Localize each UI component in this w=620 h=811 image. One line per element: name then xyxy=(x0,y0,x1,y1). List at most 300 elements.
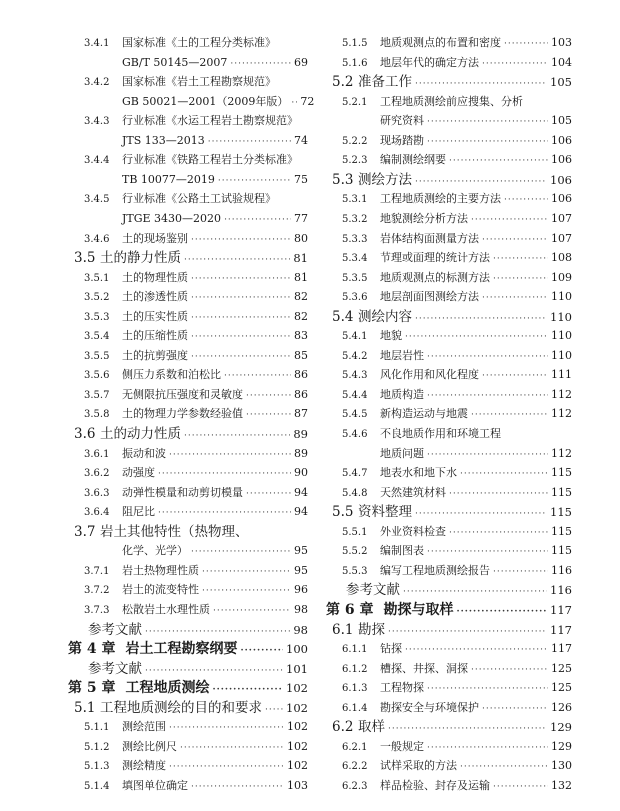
toc-entry-title: 工程地质测绘的目的和要求 xyxy=(100,699,262,716)
toc-entry-page: 89 xyxy=(293,427,308,441)
toc-entry[interactable] xyxy=(84,581,308,599)
toc-entry-title: TB 10077—2019 xyxy=(122,172,215,186)
toc-entry[interactable] xyxy=(342,288,572,306)
toc-entry-number: 5.4.2 xyxy=(342,350,368,362)
toc-leader-dots xyxy=(241,642,284,660)
toc-entry[interactable] xyxy=(342,249,572,267)
toc-leader-dots xyxy=(202,563,291,581)
toc-entry-page: 101 xyxy=(286,661,308,676)
toc-leader-dots xyxy=(415,75,547,93)
toc-leader-dots xyxy=(169,758,284,776)
toc-entry-number: 6.2 xyxy=(332,719,354,736)
toc-entry[interactable] xyxy=(342,757,572,775)
toc-leader-dots xyxy=(482,700,548,718)
toc-entry[interactable] xyxy=(332,621,572,639)
toc-entry-title: 风化作用和风化程度 xyxy=(380,368,479,382)
toc-entry-title: 工程物探 xyxy=(380,681,424,695)
toc-entry-number: 5.3.1 xyxy=(342,194,368,206)
toc-entry[interactable] xyxy=(122,542,308,560)
toc-entry-page: 95 xyxy=(294,544,308,558)
toc-entry[interactable] xyxy=(342,640,572,658)
toc-entry-page: 111 xyxy=(551,368,572,382)
toc-entry-number: 3.5.4 xyxy=(84,331,110,343)
toc-entry-title: 钻探 xyxy=(380,642,402,656)
toc-entry-title: 槽探、井探、洞探 xyxy=(380,661,468,675)
toc-leader-dots xyxy=(449,485,548,503)
toc-entry[interactable] xyxy=(342,132,572,150)
toc-entry-number: 6.1.1 xyxy=(342,644,368,656)
toc-entry-title: 一般规定 xyxy=(380,739,424,753)
toc-leader-dots xyxy=(471,661,548,679)
toc-entry[interactable] xyxy=(84,464,308,482)
toc-entry[interactable] xyxy=(326,601,572,619)
toc-leader-dots xyxy=(504,191,548,209)
toc-leader-dots xyxy=(184,251,290,269)
toc-leader-dots xyxy=(191,543,291,561)
toc-entry[interactable] xyxy=(342,660,572,678)
toc-entry[interactable] xyxy=(332,73,572,91)
toc-entry-page: 80 xyxy=(294,231,308,245)
toc-entry-title: 土的渗透性质 xyxy=(122,290,188,304)
toc-entry[interactable] xyxy=(342,190,572,208)
toc-entry-title: 现场踏勘 xyxy=(380,133,424,147)
toc-entry[interactable] xyxy=(342,230,572,248)
toc-leader-dots xyxy=(388,720,547,738)
toc-entry[interactable] xyxy=(74,249,308,267)
toc-entry[interactable] xyxy=(84,738,308,756)
toc-entry-title: 测绘比例尺 xyxy=(122,739,177,753)
toc-leader-dots xyxy=(471,211,548,229)
toc-entry-page: 105 xyxy=(550,75,572,90)
toc-entry-number: 3.4.6 xyxy=(84,233,110,245)
toc-entry[interactable] xyxy=(84,445,308,463)
toc-entry-title: GB 50021—2001（2009年版） xyxy=(122,94,289,108)
toc-entry-page: 85 xyxy=(294,348,308,362)
toc-entry-number: 5.2.2 xyxy=(342,135,368,147)
toc-entry-title: 侧压力系数和泊松比 xyxy=(122,368,221,382)
toc-entry-number: 5.3.3 xyxy=(342,233,368,245)
toc-entry-title: 样品检验、封存及运输 xyxy=(380,778,490,792)
toc-entry-title: 地貌测绘分析方法 xyxy=(380,211,468,225)
toc-entry-number: 3.5.2 xyxy=(84,292,110,304)
toc-entry-page: 100 xyxy=(286,642,308,657)
toc-entry-title: 新构造运动与地震 xyxy=(380,407,468,421)
toc-entry[interactable] xyxy=(84,562,308,580)
toc-entry[interactable] xyxy=(342,151,572,169)
toc-leader-dots xyxy=(493,250,548,268)
toc-entry-number: 3.5.3 xyxy=(84,311,110,323)
toc-entry-page: 110 xyxy=(551,329,572,343)
toc-entry-page: 87 xyxy=(294,407,308,421)
toc-entry[interactable] xyxy=(84,230,308,248)
toc-entry-number: 3.4.5 xyxy=(84,194,110,206)
toc-entry-title: 地层剖面图测绘方法 xyxy=(380,290,479,304)
toc-leader-dots xyxy=(427,133,548,151)
toc-leader-dots xyxy=(504,35,548,53)
toc-entry-number: 3.6.4 xyxy=(84,507,110,519)
toc-entry[interactable] xyxy=(84,347,308,365)
toc-entry[interactable] xyxy=(342,777,572,795)
toc-entry-title: 准备工作 xyxy=(358,74,412,91)
toc-leader-dots xyxy=(427,113,548,131)
toc-entry-title: 天然建筑材料 xyxy=(380,485,446,499)
toc-entry-title: 填图单位确定 xyxy=(122,778,188,792)
toc-entry-page: 81 xyxy=(294,270,308,284)
toc-entry-number: 5.4.6 xyxy=(342,429,368,440)
toc-leader-dots xyxy=(145,623,290,641)
toc-entry-number: 3.5.1 xyxy=(84,272,110,284)
toc-entry-number: 5.1.2 xyxy=(84,741,110,753)
toc-leader-dots xyxy=(184,427,290,445)
toc-entry[interactable] xyxy=(342,54,572,72)
toc-entry-page: 115 xyxy=(551,466,572,480)
toc-entry[interactable] xyxy=(346,581,572,599)
toc-leader-dots xyxy=(482,367,548,385)
toc-entry[interactable] xyxy=(84,484,308,502)
toc-entry-title: 工程地质测绘前应搜集、分析 xyxy=(380,94,523,108)
toc-entry[interactable] xyxy=(84,190,308,208)
toc-entry[interactable] xyxy=(342,386,572,404)
toc-entry-title: 地层岩性 xyxy=(380,348,424,362)
toc-leader-dots xyxy=(180,739,284,757)
toc-entry-number: 3.4.4 xyxy=(84,155,110,167)
toc-entry[interactable] xyxy=(84,73,308,91)
toc-entry-title: 地质观测点的标测方法 xyxy=(380,270,490,284)
toc-entry-page: 129 xyxy=(550,720,572,735)
toc-entry-title: 岩土其他特性（热物理、 xyxy=(100,523,249,540)
toc-entry-number: 5.5.2 xyxy=(342,546,368,558)
toc-entry[interactable] xyxy=(342,34,572,52)
toc-entry-number: 3.4.2 xyxy=(84,77,110,89)
toc-entry[interactable] xyxy=(84,503,308,521)
toc-entry-page: 72 xyxy=(300,94,315,108)
toc-entry[interactable] xyxy=(84,288,308,306)
toc-entry-number: 5.3.5 xyxy=(342,272,368,284)
toc-entry-page: 125 xyxy=(551,681,572,695)
toc-entry-title: 编制图表 xyxy=(380,544,424,558)
toc-entry-number: 5.1.3 xyxy=(84,761,110,773)
toc-leader-dots xyxy=(191,270,291,288)
toc-entry-title: 阻尼比 xyxy=(122,505,155,519)
toc-entry-number: 5.4.8 xyxy=(342,487,368,499)
toc-leader-dots xyxy=(415,310,547,328)
toc-entry-title: 研究资料 xyxy=(380,114,424,128)
toc-entry-number: 3.7.1 xyxy=(84,565,110,577)
toc-entry[interactable] xyxy=(380,112,572,130)
toc-entry-number: 6.2.2 xyxy=(342,761,368,773)
toc-entry-title: 试样采取的方法 xyxy=(380,759,457,773)
toc-entry-number: 5.4.1 xyxy=(342,331,368,343)
toc-entry-title: 工程地质测绘 xyxy=(125,680,210,697)
toc-entry[interactable] xyxy=(342,93,572,111)
toc-entry[interactable] xyxy=(84,269,308,287)
toc-entry-page: 98 xyxy=(293,622,308,637)
toc-entry-number: 3.4.3 xyxy=(84,116,110,128)
toc-leader-dots xyxy=(213,602,291,620)
toc-leader-dots xyxy=(230,55,291,73)
toc-leader-dots xyxy=(191,778,284,796)
toc-entry-number: 5.4.7 xyxy=(342,468,368,480)
toc-entry[interactable] xyxy=(342,210,572,228)
toc-leader-dots xyxy=(158,504,291,522)
toc-entry[interactable] xyxy=(74,699,308,717)
toc-entry-page: 115 xyxy=(551,485,572,499)
toc-entry-page: 117 xyxy=(550,622,572,637)
toc-entry-title: JTGE 3430—2020 xyxy=(122,211,222,225)
toc-entry-page: 102 xyxy=(286,681,308,696)
toc-entry-page: 74 xyxy=(294,133,308,147)
toc-entry-number: 3.6.1 xyxy=(84,448,110,460)
toc-entry-title: 不良地质作用和环境工程 xyxy=(380,427,501,440)
toc-leader-dots xyxy=(449,524,548,542)
toc-entry-page: 108 xyxy=(551,251,572,265)
toc-entry-title: 取样 xyxy=(358,719,385,736)
toc-leader-dots xyxy=(246,387,291,405)
toc-entry-page: 117 xyxy=(550,602,572,617)
toc-entry-page: 129 xyxy=(551,739,572,753)
toc-entry[interactable] xyxy=(84,327,308,345)
toc-entry-number: 第 5 章 xyxy=(68,680,116,697)
toc-entry-page: 94 xyxy=(294,485,308,499)
toc-leader-dots xyxy=(202,582,291,600)
toc-entry-number: 5.4.3 xyxy=(342,370,368,382)
toc-entry-number: 第 4 章 xyxy=(68,641,116,658)
toc-entry-number: 5.1.5 xyxy=(342,38,368,49)
toc-entry-title: 国家标准《岩土工程勘察规范》 xyxy=(122,75,276,89)
toc-leader-dots xyxy=(246,406,291,424)
toc-entry-number: 3.5.8 xyxy=(84,409,110,421)
toc-entry[interactable] xyxy=(332,308,572,326)
toc-entry-number: 5.2.1 xyxy=(342,96,368,108)
toc-leader-dots xyxy=(158,465,291,483)
toc-entry-page: 115 xyxy=(551,544,572,558)
toc-entry[interactable] xyxy=(68,640,308,658)
toc-entry-page: 110 xyxy=(550,309,572,324)
toc-leader-dots xyxy=(415,173,547,191)
toc-leader-dots xyxy=(482,289,548,307)
toc-entry-title: 工程地质测绘的主要方法 xyxy=(380,192,501,206)
toc-entry[interactable] xyxy=(342,405,572,423)
toc-leader-dots xyxy=(191,348,291,366)
toc-entry[interactable] xyxy=(84,757,308,775)
toc-entry-page: 69 xyxy=(294,55,308,69)
toc-entry-number: 5.4.5 xyxy=(342,409,368,421)
toc-entry[interactable] xyxy=(122,171,308,189)
toc-entry-page: 106 xyxy=(551,153,572,167)
toc-entry[interactable] xyxy=(342,523,572,541)
toc-entry-number: 3.6 xyxy=(74,426,96,442)
toc-entry-page: 82 xyxy=(294,290,308,304)
toc-entry-page: 103 xyxy=(287,778,308,792)
toc-leader-dots xyxy=(493,563,548,581)
toc-entry-title: 土的物理力学参数经验值 xyxy=(122,407,243,421)
toc-entry-page: 106 xyxy=(551,192,572,206)
toc-entry-number: 5.3 xyxy=(332,171,354,188)
toc-entry[interactable] xyxy=(332,718,572,736)
toc-entry-number: 6.1.4 xyxy=(342,702,368,714)
toc-leader-dots xyxy=(169,719,284,737)
toc-entry-page: 107 xyxy=(551,231,572,245)
toc-entry-page: 130 xyxy=(551,759,572,773)
toc-leader-dots xyxy=(405,328,548,346)
toc-entry-title: 地貌 xyxy=(380,329,402,343)
toc-entry-number: 6.2.3 xyxy=(342,780,368,792)
toc-entry[interactable] xyxy=(380,445,572,463)
toc-entry[interactable] xyxy=(84,601,308,619)
toc-entry-title: 岩土工程勘察纲要 xyxy=(125,641,238,658)
toc-entry-page: 116 xyxy=(551,563,572,577)
toc-entry-page: 82 xyxy=(294,309,308,323)
toc-entry-number: 6.1.2 xyxy=(342,663,368,675)
toc-entry[interactable] xyxy=(342,542,572,560)
toc-leader-dots xyxy=(460,465,548,483)
toc-leader-dots xyxy=(191,309,291,327)
toc-entry-title: 测绘方法 xyxy=(358,171,412,188)
toc-leader-dots xyxy=(427,680,548,698)
toc-entry-number: 6.1.3 xyxy=(342,683,368,695)
toc-leader-dots xyxy=(169,446,291,464)
toc-leader-dots xyxy=(427,446,548,464)
toc-entry-page: 109 xyxy=(551,270,572,284)
toc-entry-number: 3.5.5 xyxy=(84,350,110,362)
toc-leader-dots xyxy=(405,641,548,659)
toc-entry[interactable] xyxy=(74,425,308,443)
toc-entry-title: 土的物理性质 xyxy=(122,270,188,284)
toc-entry-page: 112 xyxy=(551,407,572,421)
toc-leader-dots xyxy=(415,505,547,523)
toc-entry-number: 3.6.3 xyxy=(84,487,110,499)
toc-entry-page: 110 xyxy=(551,348,572,362)
toc-entry[interactable] xyxy=(122,210,308,228)
toc-entry-number: 5.2 xyxy=(332,74,354,91)
toc-leader-dots xyxy=(224,367,291,385)
toc-entry[interactable] xyxy=(84,112,308,130)
toc-entry[interactable] xyxy=(84,34,308,52)
toc-entry-number: 3.6.2 xyxy=(84,468,110,480)
toc-entry[interactable] xyxy=(84,366,308,384)
toc-leader-dots xyxy=(493,778,548,796)
toc-entry[interactable] xyxy=(332,171,572,189)
toc-entry-number: 5.4 xyxy=(332,308,354,325)
toc-entry[interactable] xyxy=(122,132,308,150)
toc-entry-page: 81 xyxy=(293,251,308,266)
toc-entry-page: 106 xyxy=(551,133,572,147)
toc-entry-number: 3.7 xyxy=(74,523,96,540)
toc-entry-title: 外业资料检查 xyxy=(380,524,446,538)
toc-entry-title: 土的压缩性质 xyxy=(122,329,188,343)
toc-entry-title: 勘探与取样 xyxy=(383,601,454,618)
toc-leader-dots xyxy=(291,94,297,112)
toc-entry[interactable] xyxy=(88,621,308,639)
toc-entry-page: 104 xyxy=(551,55,572,69)
toc-entry[interactable] xyxy=(342,327,572,345)
toc-entry-page: 112 xyxy=(551,446,572,460)
toc-entry[interactable] xyxy=(74,523,308,541)
toc-entry-title: 无侧限抗压强度和灵敏度 xyxy=(122,387,243,401)
toc-entry[interactable] xyxy=(342,425,572,443)
toc-entry-page: 110 xyxy=(551,290,572,304)
toc-entry-title: 测绘精度 xyxy=(122,759,166,773)
toc-entry-page: 102 xyxy=(286,700,308,715)
toc-entry-number: 5.1.6 xyxy=(342,57,368,69)
toc-entry-number: 5.3.6 xyxy=(342,292,368,304)
toc-entry[interactable] xyxy=(342,347,572,365)
toc-entry[interactable] xyxy=(84,308,308,326)
toc-entry-title: 地表水和地下水 xyxy=(380,466,457,480)
toc-entry-number: 6.1 xyxy=(332,621,354,638)
toc-entry-title: 岩体结构面测量方法 xyxy=(380,231,479,245)
toc-entry-page: 98 xyxy=(294,602,308,616)
toc-entry-number: 5.3.2 xyxy=(342,213,368,225)
toc-entry[interactable] xyxy=(342,699,572,717)
toc-entry-number: 5.4.4 xyxy=(342,389,368,401)
toc-entry-number: 5.5 xyxy=(332,504,354,521)
toc-entry-title: 勘探 xyxy=(358,621,385,638)
toc-entry[interactable] xyxy=(122,93,315,111)
toc-entry[interactable] xyxy=(342,464,572,482)
toc-entry-title: 松散岩土水理性质 xyxy=(122,602,210,616)
toc-leader-dots xyxy=(427,543,548,561)
toc-leader-dots xyxy=(191,289,291,307)
toc-entry[interactable] xyxy=(84,405,308,423)
toc-leader-dots xyxy=(482,231,548,249)
toc-leader-dots xyxy=(460,758,548,776)
toc-entry[interactable] xyxy=(342,562,572,580)
toc-leader-dots xyxy=(218,172,291,190)
toc-entry-title: 编写工程地质测绘报告 xyxy=(380,563,490,577)
toc-leader-dots xyxy=(246,485,291,503)
toc-entry-page: 106 xyxy=(550,172,572,187)
toc-entry-title: 动弹性模量和动剪切模量 xyxy=(122,485,243,499)
toc-entry-page: 83 xyxy=(294,329,308,343)
toc-entry[interactable] xyxy=(342,738,572,756)
toc-entry[interactable] xyxy=(84,777,308,795)
toc-entry[interactable] xyxy=(68,679,308,697)
toc-entry[interactable] xyxy=(332,503,572,521)
toc-entry-page: 126 xyxy=(551,700,572,714)
toc-entry[interactable] xyxy=(342,679,572,697)
toc-entry-number: 3.5 xyxy=(74,250,96,267)
toc-entry-page: 96 xyxy=(294,583,308,597)
toc-entry[interactable] xyxy=(342,484,572,502)
toc-entry-title: 土的静力性质 xyxy=(100,250,181,267)
toc-entry-title: 土的压实性质 xyxy=(122,309,188,323)
toc-entry[interactable] xyxy=(122,54,308,72)
toc-entry-title: 勘探安全与环境保护 xyxy=(380,700,479,714)
toc-entry[interactable] xyxy=(342,366,572,384)
toc-entry-number: 3.7.2 xyxy=(84,585,110,597)
toc-entry[interactable] xyxy=(84,718,308,736)
toc-entry[interactable] xyxy=(84,151,308,169)
toc-entry-title: 行业标准《水运工程岩土勘察规范》 xyxy=(122,114,298,128)
toc-entry-title: 地层年代的确定方法 xyxy=(380,55,479,69)
toc-entry[interactable] xyxy=(342,269,572,287)
toc-entry[interactable] xyxy=(88,660,308,678)
toc-entry-title: 测绘内容 xyxy=(358,308,412,325)
toc-entry-page: 103 xyxy=(551,36,572,49)
toc-leader-dots xyxy=(457,603,548,621)
toc-entry[interactable] xyxy=(84,386,308,404)
toc-entry-title: 参考文献 xyxy=(88,660,142,677)
toc-leader-dots xyxy=(403,583,547,601)
toc-entry-page: 132 xyxy=(551,778,572,792)
toc-entry-page: 105 xyxy=(551,114,572,128)
toc-entry-number: 3.5.7 xyxy=(84,389,110,401)
toc-entry-page: 115 xyxy=(550,505,572,520)
toc-entry-number: 3.7.3 xyxy=(84,604,110,616)
toc-leader-dots xyxy=(493,270,548,288)
toc-entry-title: 岩土的流变特性 xyxy=(122,583,199,597)
